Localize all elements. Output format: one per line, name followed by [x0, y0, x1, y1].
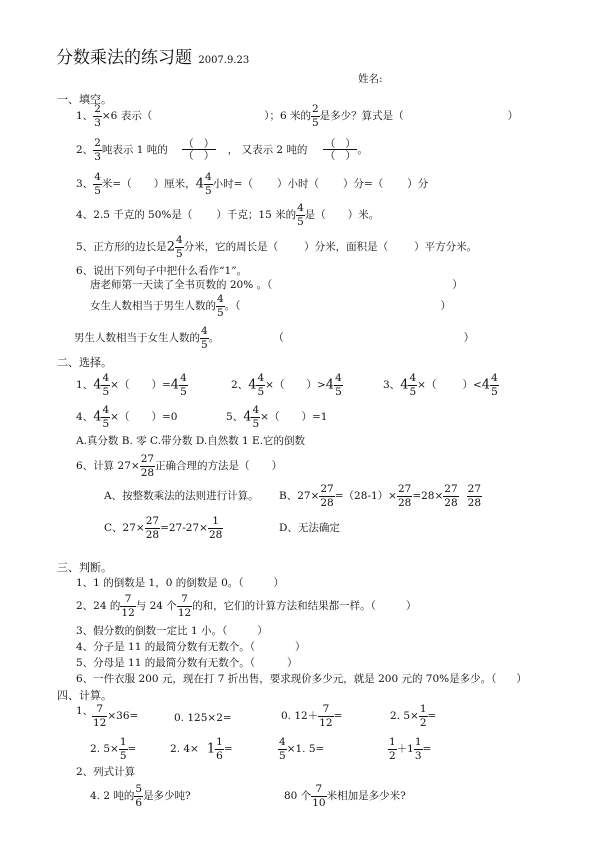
fill-q6: 6、说出下列句子中把什么看作“1”。 [76, 265, 248, 277]
fraction: $\frac{4}{5}$ [252, 404, 260, 430]
choice-option-c: C、27× $\frac{27}{28}$ =27-27× $\frac{1}{28}$ [104, 515, 223, 541]
word-problem-1: 4. 2 吨的 $\frac{5}{6}$ 是多少吨? [90, 783, 191, 809]
fraction: $\frac{7}{12}$ [319, 703, 333, 729]
fraction: $\frac{7}{12}$ [121, 593, 135, 619]
fraction: $\frac{1}{6}$ [216, 736, 223, 762]
calc-item-2: 0. 125×2= [174, 712, 232, 724]
blank-fraction: （ ） （ ） [183, 137, 215, 162]
choice-q1: 1、4 $\frac{4}{5}$ ×（ ）=4 $\frac{4}{5}$ [76, 372, 187, 398]
judge-q5: 5、分母是 11 的最简分数有无数个。（ ） [76, 657, 298, 669]
fraction: $\frac{1}{3}$ [414, 736, 422, 762]
fraction: $\frac{2}{5}$ [311, 103, 319, 129]
fraction: $\frac{27}{28}$ [397, 483, 412, 509]
judge-q1: 1、1 的倒数是 1，0 的倒数是 0。（ ） [76, 577, 285, 589]
fraction: $\frac{27}{28}$ [467, 483, 482, 509]
judge-q3: 3、假分数的倒数一定比 1 小。（ ） [76, 625, 268, 637]
calc-row2-label: 2、列式计算 [76, 766, 136, 778]
judge-q2: 2、24 的 $\frac{7}{12}$ 与 24 个 $\frac{7}{12}$ 的和，它们的计算方法和结果都一样。（ ） [76, 593, 417, 619]
calc-item-6: 2. 4× 1 $\frac{1}{6}$ = [170, 736, 233, 762]
fill-q5: 5、正方形的边长是2 $\frac{4}{5}$ 分米，它的周长是（ ）分米，面积是（ ）平方分米。 [76, 234, 478, 260]
fraction: $\frac{4}{5}$ [180, 372, 187, 398]
fill-q6c: 男生人数相当于女生人数的 $\frac{4}{5}$ 。 （ ） [74, 325, 475, 351]
fraction: $\frac{1}{2}$ [389, 736, 396, 762]
fraction: $\frac{4}{5}$ [175, 234, 183, 260]
fraction: $\frac{1}{5}$ [119, 736, 127, 762]
calc-item-4: 2. 5× $\frac{1}{2}$ = [390, 703, 437, 729]
judge-q4: 4、分子是 11 的最简分数有无数个。（ ） [76, 641, 306, 653]
fraction: $\frac{4}{5}$ [204, 171, 212, 197]
section-calc-heading: 四、计算。 [57, 689, 112, 702]
fraction: $\frac{4}{5}$ [257, 372, 265, 398]
section-fill-heading: 一、填空。 [57, 93, 112, 106]
page-title-row [56, 50, 249, 67]
fraction: $\frac{7}{12}$ [93, 703, 107, 729]
section-choice-heading: 二、选择。 [57, 356, 112, 369]
fraction: $\frac{4}{5}$ [491, 372, 498, 398]
calc-row1-label: 1、 [76, 705, 94, 717]
fraction: $\frac{4}{5}$ [94, 171, 101, 197]
blank-fraction: （ ） （ ） [324, 137, 356, 162]
fill-q6a: 唐老师第一天读了全书页数的 20% 。（ ） [90, 279, 463, 291]
fill-q3: 3、 $\frac{4}{5}$ 米=（ ）厘米，4 $\frac{4}{5}$ 小时=（ ）小时（ ）分=（ ）分 [76, 171, 429, 197]
judge-q6: 6、一件衣服 200 元，现在打 7 折出售，要求现价多少元，就是 200 元的 70%是多少。（ ） [76, 673, 527, 685]
section-judge-heading: 三、判断。 [57, 561, 112, 574]
fraction: $\frac{4}{5}$ [102, 372, 110, 398]
fraction: $\frac{4}{5}$ [297, 202, 304, 228]
choice-q2: 2、4 $\frac{4}{5}$ ×（ ）>4 $\frac{4}{5}$ [231, 372, 342, 398]
fraction: $\frac{4}{5}$ [201, 325, 208, 351]
fraction: $\frac{5}{6}$ [135, 783, 143, 809]
fraction: $\frac{4}{5}$ [335, 372, 342, 398]
page-date: 2007.9.23 [198, 55, 250, 66]
fraction: $\frac{4}{5}$ [217, 293, 224, 319]
fill-q6b: 女生人数相当于男生人数的 $\frac{4}{5}$ 。（ ） [90, 293, 451, 319]
fraction: $\frac{2}{3}$ [94, 137, 101, 163]
fill-q4: 4、2.5 千克的 50%是（ ）千克；15 米的 $\frac{4}{5}$ 是（ ）米。 [76, 202, 380, 228]
fill-q1: 1、 $\frac{2}{3}$ ×6 表示（ ）；6 米的 $\frac{2}{5}$ 是多少？算式是（ ） [76, 103, 519, 129]
choice-options: A.真分数 B. 零 C.带分数 D.自然数 1 E.它的倒数 [76, 435, 306, 447]
fraction: $\frac{27}{28}$ [444, 483, 458, 509]
fill-q2: 2、 $\frac{2}{3}$ 吨表示 1 吨的 （ ） （ ） ， 又表示 2 吨的 （ ） （ ） 。 [76, 137, 368, 163]
fraction: $\frac{4}{5}$ [102, 404, 110, 430]
calc-item-5: 2. 5× $\frac{1}{5}$ = [90, 736, 137, 762]
calc-item-7: $\frac{4}{5}$ ×1. 5= [279, 736, 325, 762]
calc-item-3: 0. 12＋ $\frac{7}{12}$ = [281, 703, 343, 729]
word-problem-2: 80 个 $\frac{7}{10}$ 米相加是多少米? [284, 783, 406, 809]
fraction: $\frac{4}{5}$ [409, 372, 417, 398]
calc-item-1: $\frac{7}{12}$ ×36= [93, 703, 139, 729]
choice-option-b: B、27× $\frac{27}{28}$ =（28-1）× $\frac{27}{28}$ =28× $\frac{27}{28}$ $\frac{27}{28}$ [279, 483, 482, 509]
choice-q6: 6、计算 27× $\frac{27}{28}$ 正确合理的方法是（ ） [76, 453, 283, 479]
fraction: $\frac{4}{5}$ [279, 736, 286, 762]
choice-option-d: D、无法确定 [279, 522, 340, 534]
fraction: $\frac{2}{3}$ [94, 103, 101, 129]
fraction: $\frac{7}{12}$ [177, 593, 192, 619]
fraction: $\frac{1}{2}$ [419, 703, 427, 729]
choice-q3: 3、4 $\frac{4}{5}$ ×（ ）<4 $\frac{4}{5}$ [383, 372, 498, 398]
fraction: $\frac{1}{28}$ [208, 515, 223, 541]
choice-q5: 5、4 $\frac{4}{5}$ ×（ ）=1 [226, 404, 328, 430]
choice-q4: 4、4 $\frac{4}{5}$ ×（ ）=0 [76, 404, 178, 430]
fraction: $\frac{7}{10}$ [312, 783, 326, 809]
fraction: $\frac{27}{28}$ [320, 483, 334, 509]
fraction: $\frac{27}{28}$ [145, 515, 160, 541]
name-label: 姓名: [358, 73, 383, 85]
calc-item-8: $\frac{1}{2}$ ＋1 $\frac{1}{3}$ = [389, 736, 432, 762]
choice-option-a: A、按整数乘法的法则进行计算。 [104, 490, 259, 502]
page-title: 分数乘法的练习题 [56, 48, 192, 68]
fraction: $\frac{27}{28}$ [140, 453, 155, 479]
